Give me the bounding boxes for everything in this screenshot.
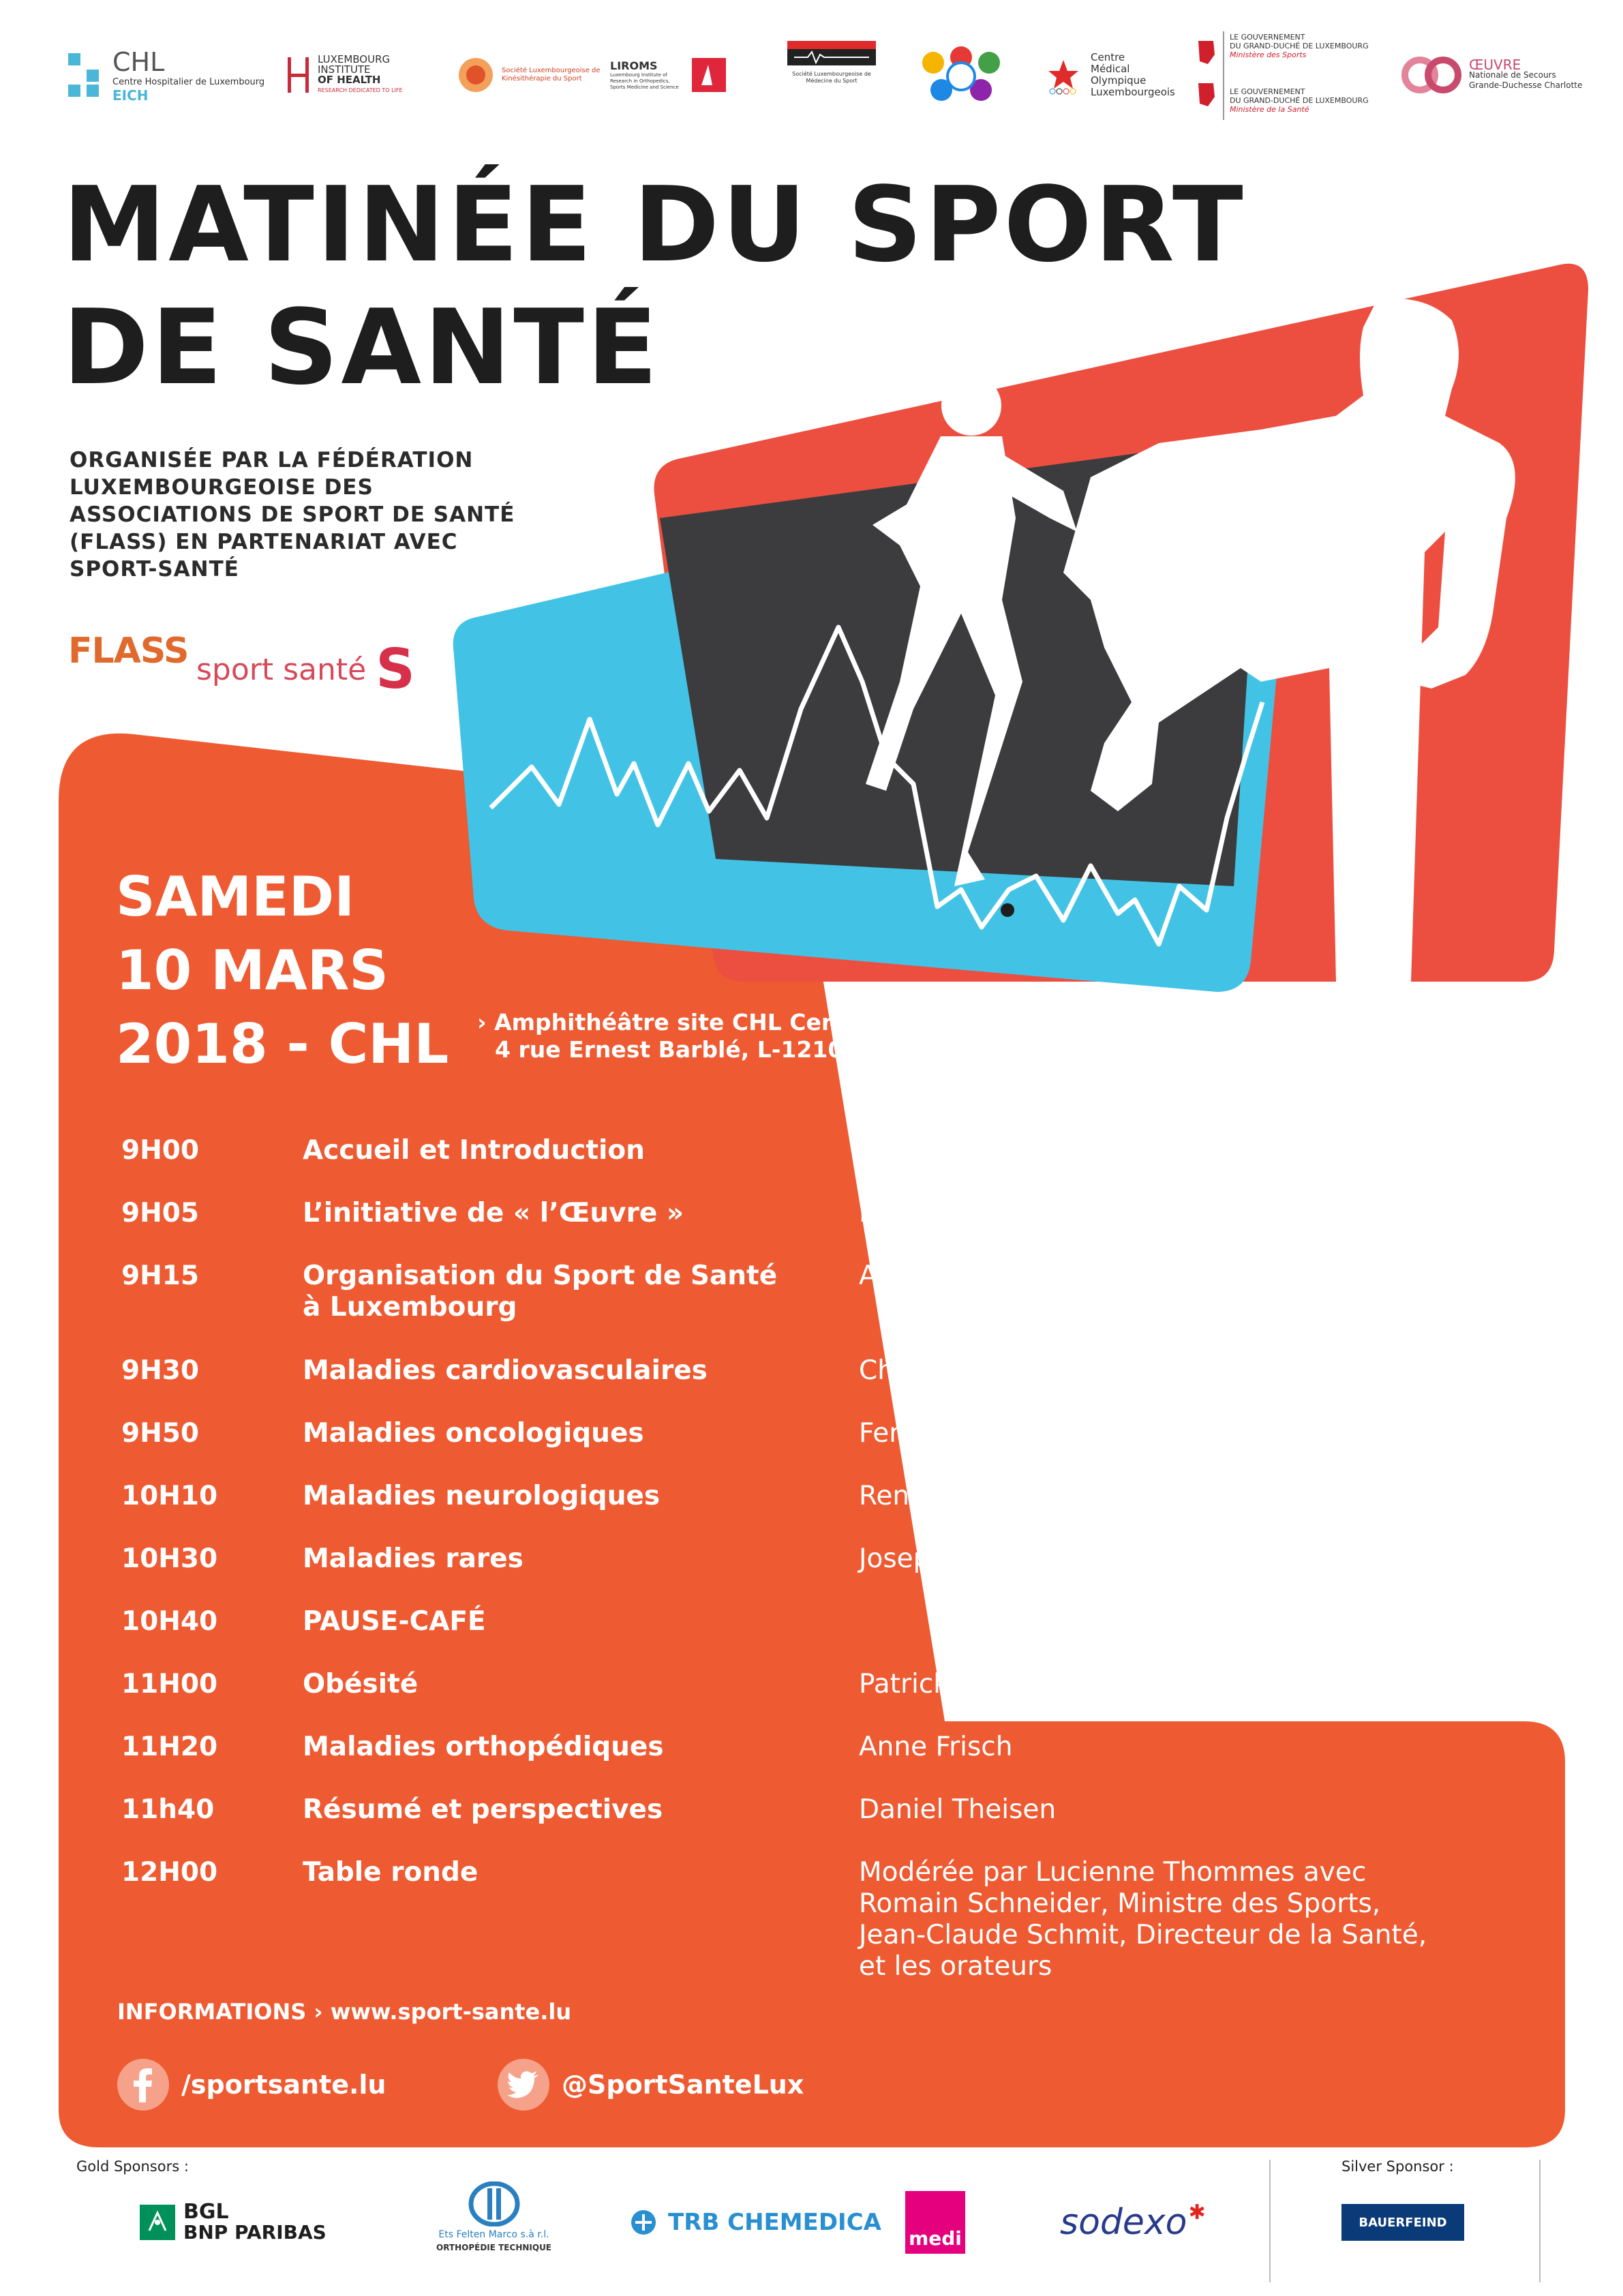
gov-line2: DU GRAND-DUCHÉ DE LUXEMBOURG [1230,42,1369,50]
row-time: 9H00 [121,1135,200,1166]
cmol-line1: Centre [1091,51,1125,63]
sponsor-bauerfeind [1341,2181,1464,2263]
row-subject: Table ronde [303,1857,479,1888]
bnp-stars-icon [140,2205,175,2240]
organizer-line: ORGANISÉE PAR LA FÉDÉRATION [70,448,474,472]
sponsor-felten [436,2181,551,2263]
event-venue [477,1009,1010,1063]
flass-text: FLASS [68,631,189,671]
organizer-line: SPORT-SANTÉ [70,557,239,581]
slkms-text: Société Luxembourgeoise de Kinésithérapie du Sport [502,67,601,82]
facebook-icon [117,2059,169,2111]
cmol-line3: Olympique [1091,74,1147,87]
sponsor-sodexo [1060,2181,1206,2263]
chl-line2: EICH [112,87,149,104]
trb-mark-icon [627,2209,660,2236]
row-subject: Accueil et Introduction [303,1135,645,1166]
row-speaker: René Metz [859,1481,998,1511]
row-time: 12H00 [121,1857,218,1888]
row-subject: PAUSE-CAFÉ [303,1606,486,1637]
bgl-line2: BNP PARIBAS [183,2221,327,2244]
lih-line1: LUXEMBOURG [318,53,391,65]
felten-mark-icon [467,2181,521,2226]
row-speaker: Daniel Theisen [859,1794,1057,1825]
row-subject: L’initiative de « l’Œuvre » [303,1198,684,1228]
cmol-line2: Médical [1091,63,1130,75]
lih-line3: OF HEALTH [318,74,381,86]
row-subject: Maladies oncologiques [303,1418,644,1449]
row-time: 11H00 [121,1669,218,1700]
row-time: 9H15 [121,1260,200,1291]
organizer-line: LUXEMBOURGEOISE DES [70,475,374,500]
trb-text: TRB CHEMEDICA [668,2209,881,2236]
facebook-handle: /sportsante.lu [181,2070,386,2100]
gov-line1b: LE GOUVERNEMENT [1230,87,1305,96]
twitter-handle: @SportSanteLux [562,2070,804,2100]
row-speaker: Charles Delagardelle [859,1355,1136,1386]
medi-text: medi [909,2227,962,2250]
row-time: 10H40 [121,1606,218,1637]
sponsor-bgl [140,2181,327,2263]
organizer-line: ASSOCIATIONS DE SPORT DE SANTÉ [70,502,515,527]
title-line2: DE SANTÉ [63,287,661,408]
slms-text: Société Luxembourgeoise de Médecine du Sport [792,71,871,84]
oeuvre-name: ŒUVRE [1469,56,1521,73]
sponsor-divider [1269,2160,1271,2282]
event-day: SAMEDI [116,865,354,928]
chl-line1: Centre Hospitalier de Luxembourg [112,76,265,87]
organizer-line: (FLASS) EN PARTENARIAT AVEC [70,530,458,554]
felten-line1: Ets Felten Marco s.à r.l. [438,2229,549,2240]
sponsor-medi [905,2181,965,2263]
row-speaker: Patrick Feiereisen [859,1669,1093,1700]
chl-name: CHL [112,46,165,77]
row-speaker: Alexis Lion [859,1260,1001,1291]
lih-line4: RESEARCH DEDICATED TO LIFE [318,87,403,93]
cmol-line4: Luxembourgeois [1091,86,1175,98]
felten-line2: ORTHOPÉDIE TECHNIQUE [436,2243,552,2252]
row-time: 10H10 [121,1481,218,1511]
event-year-place: 2018 - CHL [116,1012,449,1076]
liroms-text: Luxembourg Institute of Research in Orthopedics, Sports Medicine and Science [610,72,679,90]
oeuvre-line2: Grande-Duchesse Charlotte [1469,80,1583,90]
liroms-name: LIROMS [610,59,658,72]
row-time: 11h40 [121,1794,215,1825]
row-subject: Maladies cardiovasculaires [303,1355,708,1386]
row-speaker: Fernand Ries [859,1418,1031,1449]
sponsor-divider [1539,2160,1541,2282]
row-subject: Organisation du Sport de Santé à Luxembourg [303,1260,778,1323]
sodexo-star-icon: ✱ [1188,2200,1206,2224]
venue-line2: 4 rue Ernest Barblé, L-1210 Luxembourg [495,1036,1010,1063]
venue-line1: › Amphithéâtre site CHL Centre [477,1009,875,1036]
twitter-link[interactable] [498,2059,804,2111]
row-time: 10H30 [121,1543,218,1574]
sport-sante-text: sport santé [196,652,367,687]
row-speaker: Pierre Bley [859,1198,1002,1228]
gov-dept2: Ministère de la Santé [1230,105,1309,114]
event-date [116,860,449,1081]
event-date-text: 10 MARS [116,939,389,1002]
row-speaker: Joseph Even [859,1543,1021,1574]
twitter-icon [498,2059,549,2111]
row-subject: Maladies neurologiques [303,1481,661,1511]
heartbeat-dot [1001,903,1014,917]
oeuvre-line1: Nationale de Secours [1469,70,1556,80]
row-subject: Maladies rares [303,1543,524,1574]
gov-dept1: Ministère des Sports [1230,50,1307,59]
row-time: 9H30 [121,1355,200,1386]
gov-line1: LE GOUVERNEMENT [1230,33,1305,42]
gov-line2b: DU GRAND-DUCHÉ DE LUXEMBOURG [1230,96,1369,105]
info-link[interactable]: INFORMATIONS › www.sport-sante.lu [117,1999,572,2025]
row-speaker: Anne Frisch [859,1732,1013,1762]
row-speaker: Charles Delagardelle [859,1135,1136,1166]
bauerfeind-text: BAUERFEIND [1359,2215,1447,2230]
row-time: 9H50 [121,1418,200,1449]
title-line1: MATINÉE DU SPORT [63,164,1246,285]
facebook-link[interactable] [117,2059,386,2111]
sport-sante-s-icon: S [376,637,415,701]
row-subject: Maladies orthopédiques [303,1732,664,1762]
silver-sponsor-label: Silver Sponsor : [1341,2158,1454,2175]
bgl-line1: BGL [183,2200,229,2224]
row-speaker: Modérée par Lucienne Thommes avec Romain Schneider, Ministre des Sports, Jean-Claude Schmit, Directeur de la Santé, et les orateurs [859,1857,1427,1982]
row-subject: Résumé et perspectives [303,1794,663,1825]
sponsor-trb [627,2181,881,2263]
sodexo-text: sodexo [1060,2202,1187,2243]
gold-sponsors-label: Gold Sponsors : [76,2158,189,2175]
row-subject: Obésité [303,1669,419,1700]
row-time: 11H20 [121,1732,218,1762]
row-time: 9H05 [121,1198,200,1228]
lih-line2: INSTITUTE [318,63,371,76]
